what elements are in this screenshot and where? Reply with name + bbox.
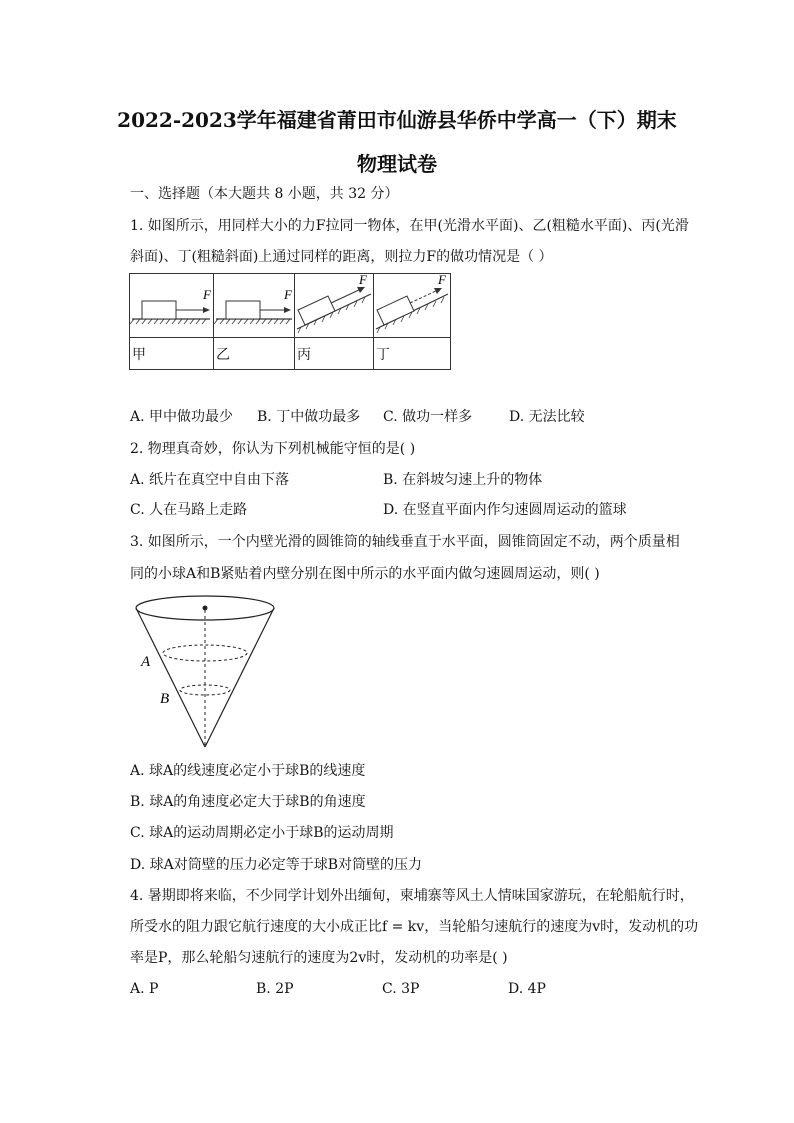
q1-cell-label: 丙 xyxy=(295,338,374,370)
incline-rough-diagram xyxy=(374,274,450,336)
q1-cell-label: 乙 xyxy=(214,338,295,370)
q1-figure-yi xyxy=(214,274,295,338)
q4-stem-line3: 率是P，那么轮船匀速航行的速度为2v时，发动机的功率是( ) xyxy=(130,950,508,966)
q3-stem-line1: 3. 如图所示，一个内壁光滑的圆锥筒的轴线垂直于水平面，圆锥筒固定不动，两个质量相 xyxy=(130,534,680,550)
label-b: B xyxy=(160,691,170,707)
force-label-bing: F xyxy=(359,274,367,287)
q3-option-b: B. 球A的角速度必定大于球B的角速度 xyxy=(130,794,366,810)
q1-figure-jia xyxy=(130,274,214,338)
q1-option-b: B. 丁中做功最多 xyxy=(257,409,361,425)
q1-stem-line1: 1. 如图所示，用同样大小的力F拉同一物体，在甲(光滑水平面)、乙(粗糙水平面)、丙(光滑 xyxy=(130,218,689,234)
q1-option-a: A. 甲中做功最少 xyxy=(130,409,234,425)
horizontal-smooth-diagram xyxy=(130,274,213,336)
label-a: A xyxy=(141,654,151,670)
q1-cell-label: 丁 xyxy=(374,338,451,370)
q4-option-b: B. 2P xyxy=(256,981,294,997)
q1-option-d: D. 无法比较 xyxy=(509,409,585,425)
force-label-ding: F xyxy=(438,274,446,287)
q4-options xyxy=(130,979,546,999)
q3-stem-line2: 同的小球A和B紧贴着内壁分别在图中所示的水平面内做匀速圆周运动，则( ) xyxy=(130,566,600,582)
force-label-yi: F xyxy=(284,287,292,302)
q1-stem-line2: 斜面)、丁(粗糙斜面)上通过同样的距离，则拉力F的做功情况是（ ） xyxy=(130,249,553,265)
q2-stem: 2. 物理真奇妙，你认为下列机械能守恒的是( ) xyxy=(130,441,416,457)
q3-option-c: C. 球A的运动周期必定小于球B的运动周期 xyxy=(130,825,394,841)
q4-option-d: D. 4P xyxy=(508,981,546,997)
incline-smooth-diagram xyxy=(295,274,373,336)
exam-title-line1: 2022-2023学年福建省莆田市仙游县华侨中学高一（下）期末 xyxy=(117,108,677,132)
horizontal-rough-diagram xyxy=(214,274,294,336)
section-header: 一、选择题（本大题共 8 小题，共 32 分） xyxy=(130,186,399,202)
q1-figure-ding xyxy=(374,274,451,338)
q1-options xyxy=(130,407,585,427)
q2-option-d: D. 在竖直平面内作匀速圆周运动的篮球 xyxy=(383,502,627,518)
q4-option-c: C. 3P xyxy=(382,981,420,997)
q3-cone-figure xyxy=(130,590,285,752)
force-label-jia: F xyxy=(203,287,211,302)
q1-cell-label: 甲 xyxy=(130,338,214,370)
q1-figure-bing xyxy=(295,274,374,338)
q3-option-d: D. 球A对筒壁的压力必定等于球B对筒壁的压力 xyxy=(130,857,423,873)
q4-stem-line2: 所受水的阻力跟它航行速度的大小成正比f = kv，当轮船匀速航行的速度为v时，发动机的功 xyxy=(130,919,699,935)
q1-option-c: C. 做功一样多 xyxy=(383,409,473,425)
q2-option-b: B. 在斜坡匀速上升的物体 xyxy=(383,472,543,488)
q4-option-a: A. P xyxy=(130,981,159,997)
exam-title-line2: 物理试卷 xyxy=(357,152,437,176)
q2-option-a: A. 纸片在真空中自由下落 xyxy=(130,472,290,488)
q3-option-a: A. 球A的线速度必定小于球B的线速度 xyxy=(130,763,366,779)
q4-stem-line1: 4. 暑期即将来临，不少同学计划外出缅甸，柬埔寨等风土人情味国家游玩，在轮船航行时， xyxy=(130,888,694,904)
q2-option-c: C. 人在马路上走路 xyxy=(130,502,248,518)
q1-figure-table xyxy=(129,273,451,370)
